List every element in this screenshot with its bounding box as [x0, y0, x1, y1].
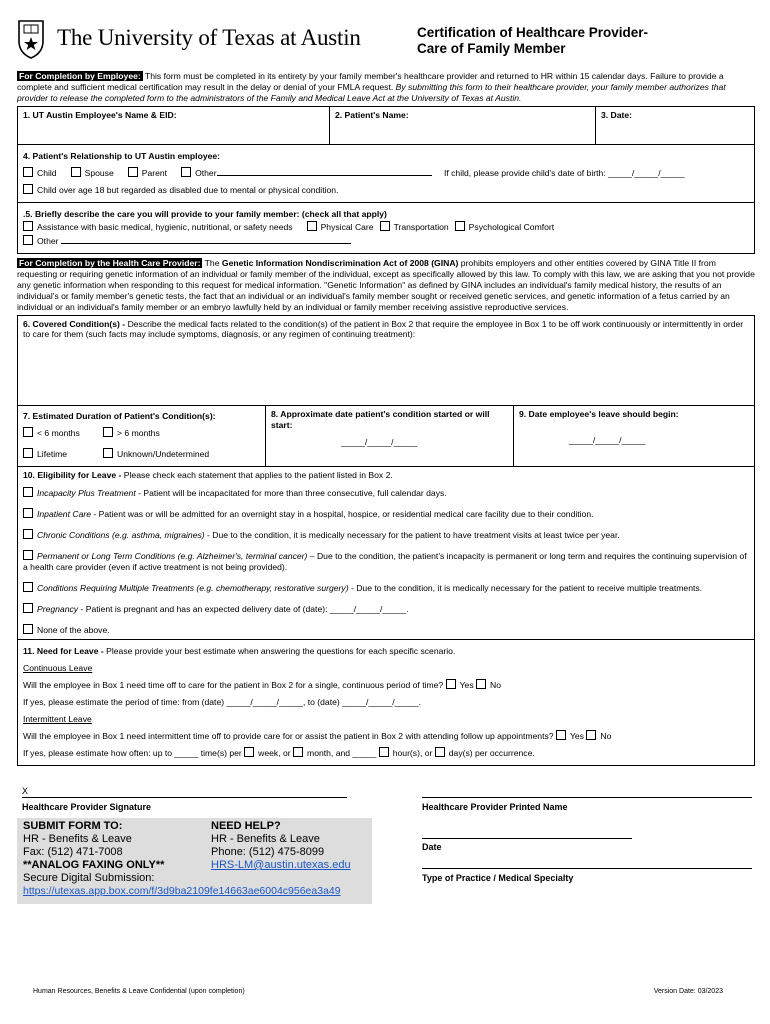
help-heading: NEED HELP?: [211, 820, 281, 832]
signature-x: X: [22, 786, 29, 796]
box10-label: 10. Eligibility for Leave -: [23, 470, 122, 480]
continuous-question: Will the employee in Box 1 need time off to care for the patient in Box 2 for a single, continuous period of time?: [23, 680, 444, 690]
checkbox[interactable]: [23, 603, 33, 613]
help-column: [211, 820, 351, 872]
box4-label: 4. Patient's Relationship to UT Austin employee:: [23, 151, 221, 161]
checkbox[interactable]: [128, 167, 138, 177]
box8-date-field[interactable]: _____/_____/_____: [341, 437, 418, 447]
printed-name-label: Healthcare Provider Printed Name: [422, 802, 568, 812]
practice-label: Type of Practice / Medical Specialty: [422, 873, 574, 883]
continuous-yes-checkbox[interactable]: [446, 679, 456, 689]
child-dob[interactable]: If child, please provide child's date of birth: _____/_____/_____: [443, 168, 685, 178]
practice-line[interactable]: [422, 858, 752, 869]
duration-lifetime[interactable]: [23, 446, 103, 463]
eligibility-text: - Patient was or will be admitted for an overnight stay in a hospital, hospice, or residential medical care facility due to their condition.: [90, 509, 594, 519]
label: Yes: [569, 731, 584, 741]
box2-label: 2. Patient's Name:: [335, 110, 409, 120]
box8-start-date: [266, 406, 514, 467]
form-title-line1: Certification of Healthcare Provider-: [417, 25, 649, 40]
eligibility-text: - Due to the condition, it is medically necessary for the patient to receive multiple treatments.: [348, 583, 703, 593]
box1-label: 1. UT Austin Employee's Name & EID:: [23, 110, 177, 120]
employee-tag: For Completion by Employee:: [19, 71, 141, 81]
eligibility-item[interactable]: [23, 603, 749, 615]
duration-unknown[interactable]: [103, 449, 209, 459]
label: Other: [37, 236, 59, 246]
intermittent-yes-checkbox[interactable]: [556, 730, 566, 740]
eligibility-text: - Due to the condition, it is medically necessary for the patient to have treatment visits at least twice per year.: [204, 530, 620, 540]
provider-section: [17, 315, 755, 766]
eligibility-title: Permanent or Long Term Conditions (e.g. Alzheimer's, terminal cancer): [37, 551, 308, 561]
intermittent-estimate[interactable]: [23, 745, 749, 762]
label: month, and _____: [307, 748, 377, 758]
signature-line[interactable]: [22, 786, 347, 798]
submit-info-box: [17, 818, 372, 904]
checkbox[interactable]: [455, 221, 465, 231]
gina-act: Genetic Information Nondiscrimination Act of 2008 (GINA): [221, 258, 459, 268]
eligibility-title: Chronic Conditions (e.g. asthma, migraines): [37, 530, 205, 540]
signature-area: [17, 786, 755, 936]
other-line[interactable]: [217, 166, 432, 176]
form-title-line2: Care of Family Member: [417, 41, 566, 56]
gina-notice: [17, 258, 755, 313]
eligibility-title: Pregnancy: [37, 604, 79, 614]
ut-seal-icon: [17, 19, 45, 59]
checkbox[interactable]: [23, 550, 33, 560]
relationship-spouse[interactable]: [71, 168, 114, 178]
checkbox[interactable]: [23, 529, 33, 539]
label: Assistance with basic medical, hygienic, nutritional, or safety needs: [37, 222, 293, 232]
eligibility-text: - Patient is pregnant and has an expected delivery date of (date): _____/_____/_____.: [78, 604, 409, 614]
continuous-heading: Continuous Leave: [23, 663, 93, 673]
checkbox[interactable]: [23, 221, 33, 231]
care-psych[interactable]: [455, 222, 555, 232]
date-label: Date: [422, 842, 442, 852]
duration-lt6[interactable]: [23, 425, 103, 442]
checkbox[interactable]: [23, 508, 33, 518]
help-phone: Phone: (512) 475-8099: [211, 846, 325, 858]
employee-section: [17, 106, 755, 254]
eligibility-text: – Due to the condition, the patient's incapacity is permanent or long term and requires the continuing supervision of a health care provider (even if active treatment is not being provided).: [23, 551, 747, 572]
relationship-other[interactable]: [181, 168, 432, 178]
hours-checkbox[interactable]: [379, 747, 389, 757]
label: Child over age 18 but regarded as disabled due to mental or physical condition.: [37, 185, 339, 195]
week-checkbox[interactable]: [244, 747, 254, 757]
header: [17, 17, 755, 69]
box10-eligibility: [18, 467, 755, 640]
analog-note: **ANALOG FAXING ONLY**: [23, 859, 165, 871]
box11-label: 11. Need for Leave -: [23, 646, 104, 656]
employee-instructions: [17, 71, 755, 104]
box5-label: .5. Briefly describe the care you will provide to your family member: (check all that apply): [23, 209, 387, 219]
label: If yes, please estimate how often: up to _____ time(s) per: [23, 748, 242, 758]
label: Unknown/Undetermined: [117, 449, 210, 459]
box4-relationship: [18, 145, 755, 203]
label: < 6 months: [37, 428, 80, 438]
continuous-estimate[interactable]: If yes, please estimate the period of time: from (date) _____/_____/_____, to (date) _____/_____/_____.: [23, 697, 421, 707]
eligibility-item[interactable]: [23, 487, 749, 499]
checkbox[interactable]: [23, 582, 33, 592]
relationship-adult-child[interactable]: [23, 182, 749, 199]
date-line[interactable]: [422, 828, 632, 839]
box6-text: Describe the medical facts related to the condition(s) of the patient in Box 2 that require the employee in Box 1 to be off work continuously or intermittently in order to care for them (such facts may include symptoms, diagnosis, or any regimen of continuing treatment):: [23, 319, 744, 339]
checkbox[interactable]: [380, 221, 390, 231]
label: day(s) per occurrence.: [448, 748, 535, 758]
footer: [33, 988, 733, 995]
intermittent-heading: Intermittent Leave: [23, 714, 92, 724]
eligibility-none[interactable]: [23, 624, 749, 636]
label: Spouse: [84, 168, 114, 178]
checkbox[interactable]: [23, 448, 33, 458]
eligibility-title: Incapacity Plus Treatment: [37, 488, 136, 498]
eligibility-title: Inpatient Care: [37, 509, 91, 519]
box9-date-field[interactable]: _____/_____/_____: [569, 435, 646, 445]
box8-label: 8. Approximate date patient's condition started or will start:: [271, 409, 490, 430]
intermittent-no-checkbox[interactable]: [586, 730, 596, 740]
label: Yes: [459, 680, 474, 690]
label: Other: [195, 168, 217, 178]
care-assist[interactable]: [23, 222, 293, 232]
label: hour(s), or: [392, 748, 433, 758]
box3-date[interactable]: [596, 107, 755, 145]
submit-fax: Fax: (512) 471-7008: [23, 846, 123, 858]
box6-label: 6. Covered Condition(s) -: [23, 319, 126, 329]
label: Psychological Comfort: [468, 222, 555, 232]
label: week, or: [258, 748, 291, 758]
help-dept: HR - Benefits & Leave: [211, 833, 320, 845]
intro-italic: By submitting this form to their healthcare provider, your family member authorizes that provider to release the completed form to the administrators of the Family and Medical Leave Act at the University of Texas at Austin.: [17, 82, 726, 103]
gina-text: prohibits employers and other entities covered by GINA Title II from requesting or requiring genetic information of an individual or family member of the individual, except as specifically allowed by this law. To comply with this law, we are asking that you not provide any genetic information when responding to this request for medical information. "Genetic Information" as defined by GINA includes an individual's family medical history, the results of an individual's or family member's genetic tests, the fact that an individual or an individual's family member sought or received genetic services, and genetic information of a fetus carried by an individual or an individual's family member or an embryo lawfully held by an individual or family member receiving assistive reproductive services.: [17, 258, 755, 312]
checkbox[interactable]: [23, 427, 33, 437]
eligibility-item[interactable]: [23, 550, 749, 573]
relationship-parent[interactable]: [128, 168, 167, 178]
help-email-link[interactable]: HRS-LM@austin.utexas.edu: [211, 859, 351, 871]
continuous-no-checkbox[interactable]: [476, 679, 486, 689]
box3-label: 3. Date:: [601, 110, 633, 120]
checkbox[interactable]: [71, 167, 81, 177]
digital-label: Secure Digital Submission:: [23, 872, 155, 884]
box7-label: 7. Estimated Duration of Patient's Condition(s):: [23, 411, 216, 421]
checkbox[interactable]: [23, 167, 33, 177]
box10-intro: Please check each statement that applies to the patient listed in Box 2.: [121, 470, 393, 480]
signature-label: Healthcare Provider Signature: [22, 802, 152, 812]
submit-dept: HR - Benefits & Leave: [23, 833, 132, 845]
other-line[interactable]: [61, 234, 351, 244]
box11-intro: Please provide your best estimate when answering the questions for each specific scenario.: [103, 646, 456, 656]
box6-covered-condition[interactable]: [18, 316, 755, 406]
form-title: [417, 25, 648, 57]
label: No: [490, 680, 502, 690]
checkbox[interactable]: [23, 184, 33, 194]
label: Lifetime: [37, 449, 68, 459]
box2-patient-name[interactable]: [330, 107, 596, 145]
box9-leave-begin: [514, 406, 755, 467]
university-name: The University of Texas at Austin: [57, 25, 361, 50]
care-transport[interactable]: [380, 222, 449, 232]
eligibility-item[interactable]: [23, 582, 749, 594]
footer-left: Human Resources, Benefits & Leave Confidential (upon completion): [33, 988, 245, 995]
duration-gt6[interactable]: [103, 428, 160, 438]
intro-text: This form must be completed in its entirety by your family member's healthcare provider and returned to HR within 15 calendar days. Failure to provide a complete and sufficient medical certification may result in the delay or denial of your FMLA request.: [17, 71, 724, 92]
printed-name-line[interactable]: [422, 786, 752, 798]
label: > 6 months: [117, 428, 160, 438]
checkbox[interactable]: [181, 167, 191, 177]
eligibility-text: - Patient will be incapacitated for more than three consecutive, full calendar days.: [135, 488, 447, 498]
label: None of the above.: [37, 625, 110, 635]
month-checkbox[interactable]: [293, 747, 303, 757]
checkbox[interactable]: [103, 448, 113, 458]
submission-link[interactable]: https://utexas.app.box.com/f/3d9ba2109fe14663ae6004c956ea3a49: [23, 885, 341, 897]
label: No: [600, 731, 612, 741]
box1-employee-name[interactable]: [18, 107, 330, 145]
checkbox[interactable]: [23, 487, 33, 497]
eligibility-item[interactable]: [23, 529, 749, 541]
gina-lead: The: [202, 258, 222, 268]
footer-version: Version Date: 03/2023: [653, 988, 723, 995]
provider-tag: For Completion by the Health Care Provider:: [19, 258, 201, 268]
form-page: [17, 17, 755, 936]
box7-duration: [18, 406, 266, 467]
relationship-child[interactable]: [23, 168, 57, 178]
box9-label: 9. Date employee's leave should begin:: [519, 409, 679, 419]
intermittent-question: Will the employee in Box 1 need intermittent time off to provide care for or assist the patient in Box 2 with attending follow up appointments?: [23, 731, 554, 741]
checkbox[interactable]: [23, 624, 33, 634]
label: Parent: [141, 168, 168, 178]
checkbox[interactable]: [103, 427, 113, 437]
care-physical[interactable]: [307, 222, 374, 232]
eligibility-item[interactable]: [23, 508, 749, 520]
label: Physical Care: [320, 222, 374, 232]
label: Transportation: [393, 222, 449, 232]
box5-care: [18, 203, 755, 254]
submit-heading: SUBMIT FORM TO:: [23, 820, 123, 832]
box11-need-for-leave: [18, 640, 755, 766]
days-checkbox[interactable]: [435, 747, 445, 757]
eligibility-list: [23, 487, 749, 615]
label: Child: [37, 168, 57, 178]
eligibility-title: Conditions Requiring Multiple Treatments (e.g. chemotherapy, restorative surgery): [37, 583, 349, 593]
checkbox[interactable]: [307, 221, 317, 231]
checkbox[interactable]: [23, 235, 33, 245]
